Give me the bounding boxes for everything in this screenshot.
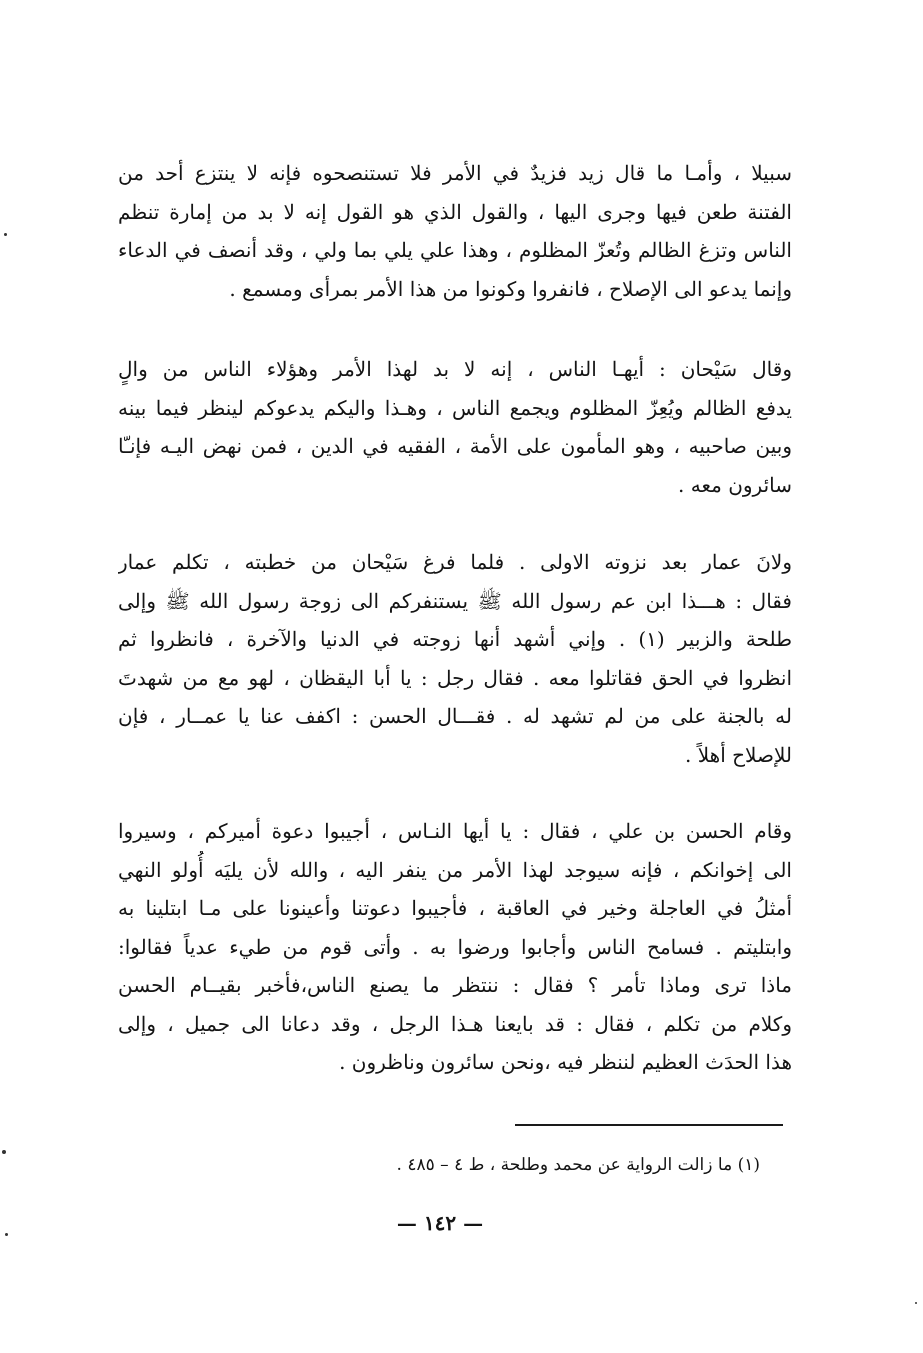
text-line: وقام الحسن بن علي ، فقال : يا أيها النـاس ، أجيبوا دعوة أميركم ، وسيروا [118, 819, 792, 843]
paragraph-3 [118, 543, 792, 774]
scan-speck [4, 233, 7, 236]
paragraph-1 [118, 154, 792, 308]
text-line: الفتنة طعن فيها وجرى اليها ، والقول الذي هو القول إنه لا بد من إمارة تنظم [118, 199, 792, 224]
text-line: للإصلاح أهلاً . [685, 742, 792, 767]
text-line: سبيلا ، وأمـا ما قال زيد فزيدٌ في الأمر فلا تستنصحوه فإنه لا ينتزع أحد من [118, 161, 792, 185]
text-line: يدفع الظالم ويُعِزّ المظلوم ويجمع الناس ، وهـذا واليكم يدعوكم لينظر فيما بينه [118, 395, 792, 420]
text-line: أمثلُ في العاجلة وخير في العاقبة ، فأجيبوا دعوتنا وأعينونا على مـا ابتلينا به [118, 896, 792, 920]
text-line: ماذا ترى وماذا تأمر ؟ فقال : ننتظر ما يصنع الناس،فأخبر بقيــام الحسن [118, 973, 792, 997]
text-line: فقال : هـــذا ابن عم رسول الله ﷺ يستنفركم الى زوجة رسول الله ﷺ وإلى [118, 588, 792, 613]
text-line: وبين صاحبيه ، وهو المأمون على الأمة ، الفقيه في الدين ، فمن نهض اليـه فإنـّا [118, 434, 792, 458]
text-line: وقال سَيْحان : أيهـا الناس ، إنه لا بد لهذا الأمر وهؤلاء الناس من والٍ [118, 357, 792, 381]
text-line: هذا الحدَث العظيم لننظر فيه ،ونحن سائرون وناظرون . [339, 1050, 792, 1074]
text-line: وكلام من تكلم ، فقال : قد بايعنا هـذا الرجل ، وقد دعانا الى جميل ، وإلى [118, 1011, 792, 1036]
paragraph-4 [118, 812, 792, 1082]
text-line: له بالجنة على من لم تشهد له . فقـــال الحسن : اكفف عنا يا عمــار ، فإن [118, 704, 792, 728]
paragraph-2 [118, 350, 792, 504]
text-line: ولانَ عمار بعد نزوته الاولى . فلما فرغ سَيْحان من خطبته ، تكلم عمار [118, 550, 792, 574]
text-line: انظروا في الحق فقاتلوا معه . فقال رجل : يا أبا اليقظان ، لهو مع من شهدتَ [118, 665, 792, 690]
scan-speck [5, 1233, 8, 1236]
footnote-separator [515, 1124, 783, 1126]
text-line: الناس وتزغ الظالم وتُعزّ المظلوم ، وهذا علي يلي بما ولي ، وقد أنصف في الدعاء [118, 238, 792, 262]
page-number: — ١٤٢ — [396, 1211, 484, 1235]
text-line: الى إخوانكم ، فإنه سيوجد لهذا الأمر من ينفر اليه ، والله لأن يليَه أُولو النهي [118, 857, 792, 882]
text-line: وابتليتم . فسامح الناس وأجابوا ورضوا به . وأتى قوم من طيء عدياً فقالوا: [118, 934, 792, 959]
text-line: وإنما يدعو الى الإصلاح ، فانفروا وكونوا من هذا الأمر بمرأى ومسمع . [229, 276, 792, 301]
text-line: طلحة والزبير (١) . وإني أشهد أنها زوجته في الدنيا والآخرة ، فانظروا ثم [118, 627, 792, 651]
scan-speck [915, 1302, 917, 1304]
scan-speck [2, 1150, 6, 1154]
footnote: (١) ما زالت الرواية عن محمد وطلحة ، ط ٤ – ٤٨٥ . [396, 1155, 760, 1175]
text-line: سائرون معه . [678, 472, 792, 497]
